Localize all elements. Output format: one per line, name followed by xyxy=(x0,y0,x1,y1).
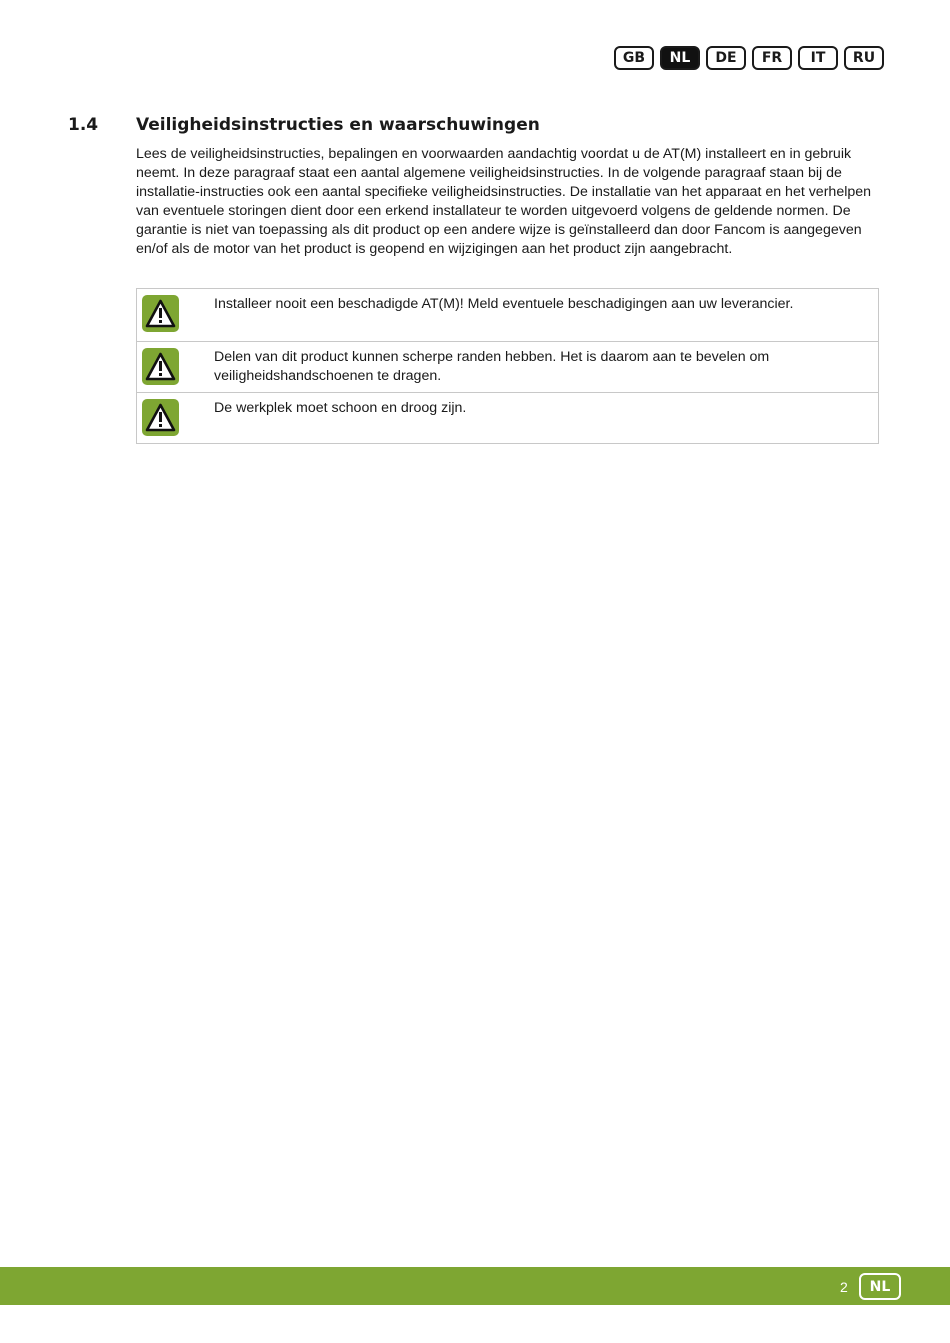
section-number: 1.4 xyxy=(68,115,99,135)
warnings-table xyxy=(136,288,879,444)
warning-triangle-icon xyxy=(142,399,179,436)
lang-tab-it[interactable]: IT xyxy=(798,46,838,70)
footer-band xyxy=(0,1267,950,1305)
footer-language-badge: NL xyxy=(859,1273,901,1300)
section-title: Veiligheidsinstructies en waarschuwingen xyxy=(136,115,540,135)
warning-text: Delen van dit product kunnen scherpe randen hebben. Het is daarom aan te bevelen om veiligheidshandschoenen te dragen. xyxy=(214,349,770,384)
intro-paragraph: Lees de veiligheidsinstructies, bepalingen en voorwaarden aandachtig voordat u de AT(M) installeert en in gebruik neemt. In deze paragraaf staat een aantal algemene veiligheidsinstructies. In de volgende paragraaf staan bij de installatie-instructies ook een aantal specifieke veiligheidsinstructies. De installatie van het apparaat en het verhelpen van eventuele storingen dient door een erkend installateur te worden uitgevoerd volgens de geldende normen. De garantie is niet van toepassing als dit product op een andere wijze is geïnstalleerd dan door Fancom is aangegeven en/of als de motor van het product is geopend en wijzigingen aan het product zijn aangebracht. xyxy=(136,146,872,257)
lang-tab-fr[interactable]: FR xyxy=(752,46,792,70)
warning-text: De werkplek moet schoon en droog zijn. xyxy=(214,400,467,416)
lang-tab-de[interactable]: DE xyxy=(706,46,746,70)
warning-triangle-icon xyxy=(142,348,179,385)
page-number: 2 xyxy=(840,1279,848,1295)
lang-tab-ru[interactable]: RU xyxy=(844,46,884,70)
warning-row xyxy=(137,341,878,392)
warning-triangle-icon xyxy=(142,295,179,332)
warning-text: Installeer nooit een beschadigde AT(M)! Meld eventuele beschadigingen aan uw leverancier. xyxy=(214,296,794,312)
warning-row xyxy=(137,392,878,443)
warning-row xyxy=(137,289,878,341)
lang-tab-gb[interactable]: GB xyxy=(614,46,654,70)
language-tabs xyxy=(614,46,884,70)
lang-tab-nl[interactable]: NL xyxy=(660,46,700,70)
